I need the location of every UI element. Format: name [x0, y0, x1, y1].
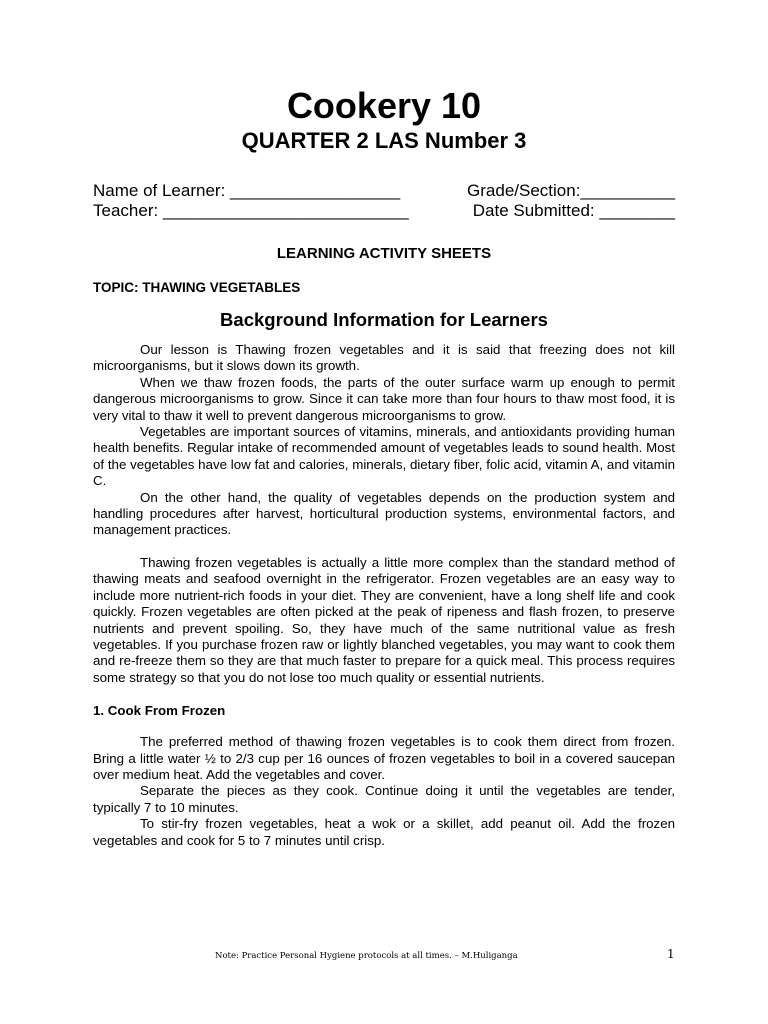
- date-submitted-field: Date Submitted: ________: [472, 201, 675, 220]
- paragraph: On the other hand, the quality of vegetables depends on the production system and handling procedures after harvest, horticultural production systems, environmental factors, and management practices.: [93, 489, 675, 538]
- paragraph: Our lesson is Thawing frozen vegetables and it is said that freezing does not kill microorganisms, but it slows down its growth.: [93, 342, 675, 374]
- document-subtitle: QUARTER 2 LAS Number 3: [241, 128, 527, 153]
- field-row-1: [93, 181, 675, 201]
- document-title: Cookery 10: [286, 85, 482, 126]
- section-heading: LEARNING ACTIVITY SHEETS: [276, 245, 492, 262]
- grade-section-field: Grade/Section:__________: [467, 181, 675, 200]
- field-row-2: [93, 201, 675, 221]
- cook-from-frozen-paragraphs: [93, 734, 675, 849]
- background-paragraphs: [93, 342, 675, 539]
- document-page: [93, 86, 675, 849]
- step-1-heading: 1. Cook From Frozen: [93, 703, 226, 719]
- paragraph: Separate the pieces as they cook. Continue doing it until the vegetables are tender, typically 7 to 10 minutes.: [93, 783, 675, 815]
- learner-fields: [93, 181, 675, 221]
- paragraph: To stir-fry frozen vegetables, heat a wok or a skillet, add peanut oil. Add the frozen vegetables and cook for 5 to 7 minutes until crisp.: [93, 816, 675, 848]
- topic-line: TOPIC: THAWING VEGETABLES: [93, 280, 301, 295]
- thawing-paragraph-block: [93, 555, 675, 686]
- name-of-learner-field: Name of Learner: __________________: [93, 181, 401, 200]
- background-heading: Background Information for Learners: [220, 309, 548, 330]
- paragraph: Thawing frozen vegetables is actually a little more complex than the standard method of thawing meats and seafood overnight in the refrigerator. Frozen vegetables are an easy way to include more nutrient-rich foods in your diet. They are convenient, have a long shelf life and cook quickly. Frozen vegetables are often picked at the peak of ripeness and flash frozen, to preserve nutrients and prevent spoiling. So, they have much of the same nutritional value as fresh vegetables. If you purchase frozen raw or lightly blanched vegetables, you may want to cook them and re-freeze them so they are that much faster to prepare for a quick meal. This process requires some strategy so that you do not lose too much quality or essential nutrients.: [93, 554, 675, 685]
- teacher-field: Teacher: __________________________: [93, 201, 409, 220]
- footer-note: Note: Practice Personal Hygiene protocols at all times. – M.Huliganga: [215, 951, 518, 961]
- paragraph: The preferred method of thawing frozen vegetables is to cook them direct from frozen. Bring a little water ½ to 2/3 cup per 16 ounces of frozen vegetables to boil in a covered saucepan over medium heat. Add the vegetables and cover.: [93, 734, 675, 782]
- page-number: 1: [667, 947, 675, 961]
- paragraph: When we thaw frozen foods, the parts of the outer surface warm up enough to permit dangerous microorganisms to grow. Since it can take more than four hours to thaw most food, it is very vital to thaw it well to prevent dangerous microorganisms to grow.: [93, 374, 675, 423]
- paragraph: Vegetables are important sources of vitamins, minerals, and antioxidants providing human health benefits. Regular intake of recommended amount of vegetables leads to sound health. Most of the vegetables have low fat and calories, minerals, dietary fiber, folic acid, vitamin A, and vitamin C.: [93, 424, 675, 489]
